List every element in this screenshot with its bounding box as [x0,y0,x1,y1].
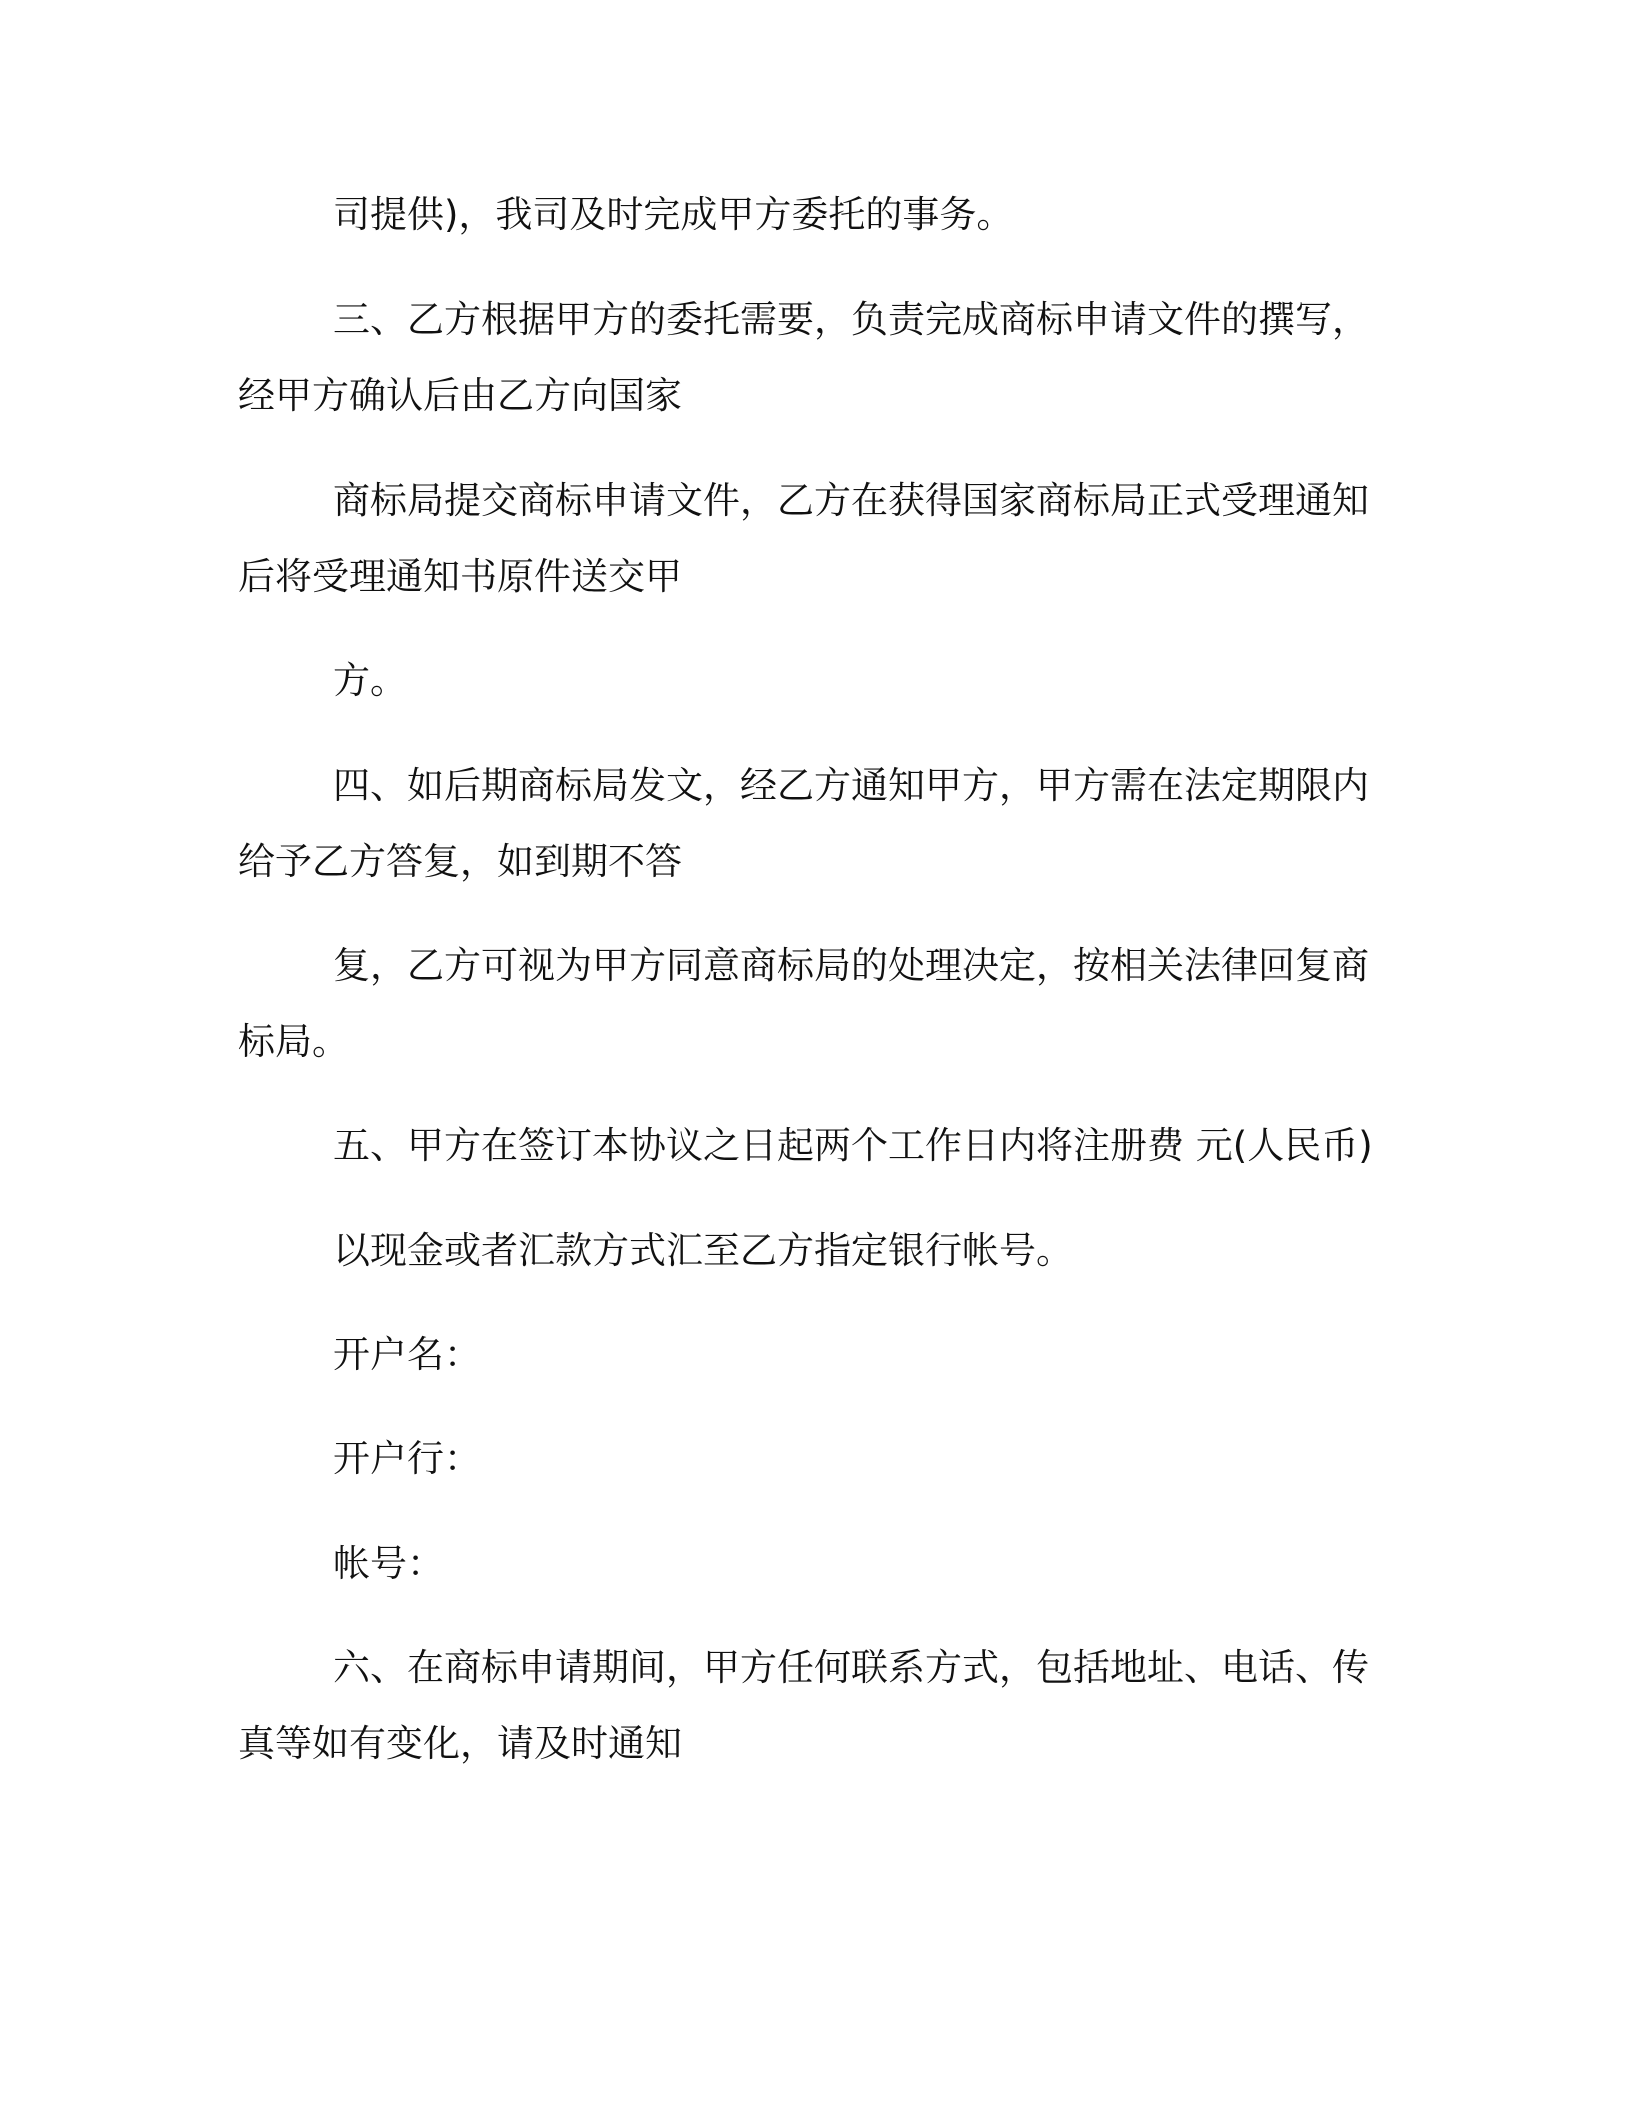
text-line: 六、在商标申请期间，甲方任何联系方式，包括地址、电话、传 [333,1646,1369,1689]
text-line: 后将受理通知书原件送交甲 [238,555,682,598]
text-line: 司提供)，我司及时完成甲方委托的事务。 [333,193,1014,236]
text-line: 四、如后期商标局发文，经乙方通知甲方，甲方需在法定期限内 [333,764,1369,807]
text-line: 商标局提交商标申请文件，乙方在获得国家商标局正式受理通知 [333,479,1369,522]
text-line: 三、乙方根据甲方的委托需要，负责完成商标申请文件的撰写， [333,298,1369,341]
text-line: 以现金或者汇款方式汇至乙方指定银行帐号。 [333,1229,1073,1272]
text-line: 方。 [333,659,407,702]
text-line: 五、甲方在签订本协议之日起两个工作日内将注册费 元(人民币) [333,1124,1373,1167]
text-line: 帐号： [333,1542,444,1585]
text-line: 标局。 [238,1020,349,1063]
text-line: 开户名： [333,1333,481,1376]
text-line: 开户行： [333,1437,481,1480]
text-line: 真等如有变化，请及时通知 [238,1722,682,1765]
text-line: 给予乙方答复，如到期不答 [238,840,682,883]
text-line: 经甲方确认后由乙方向国家 [238,374,682,417]
text-line: 复，乙方可视为甲方同意商标局的处理决定，按相关法律回复商 [333,944,1369,987]
